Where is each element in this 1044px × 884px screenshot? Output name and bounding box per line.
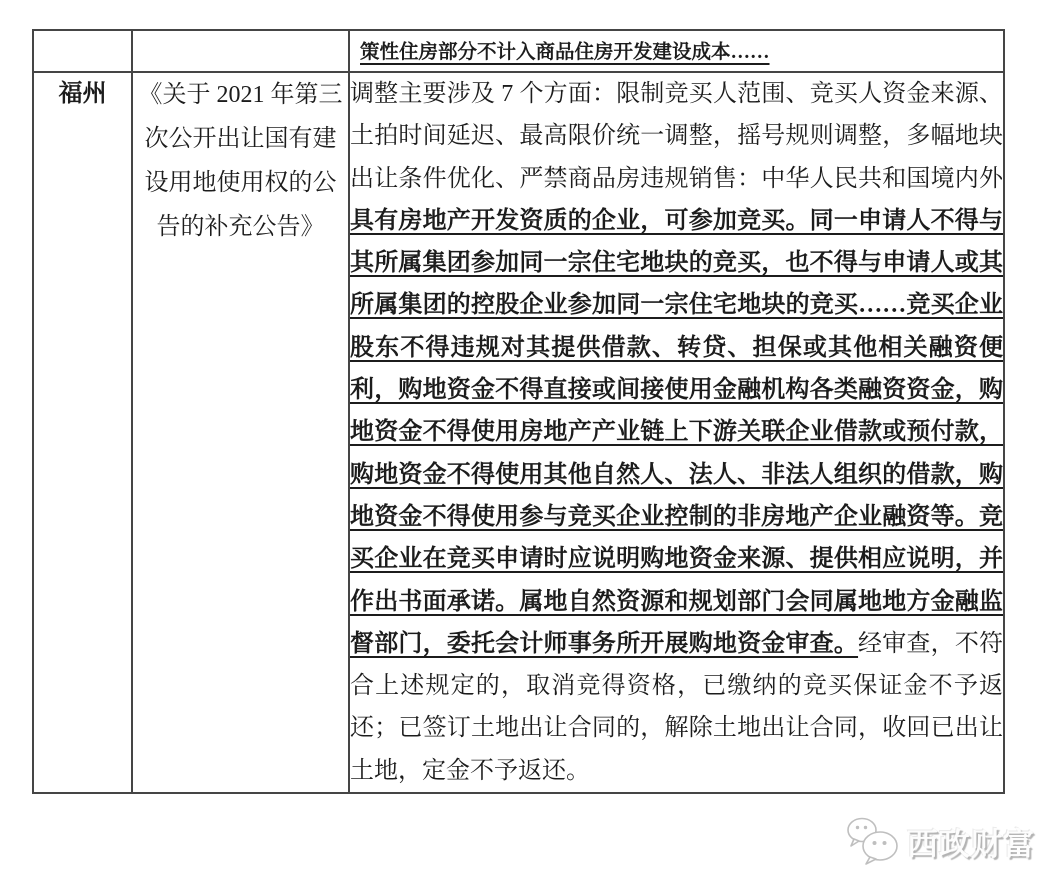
city-cell-empty [33,30,132,72]
doc-title-cell-empty [132,30,349,72]
doc-title-cell: 《关于 2021 年第三次公开出让国有建设用地使用权的公告的补充公告》 [132,72,349,793]
policy-content-cell-continuation [349,30,1004,72]
policy-text-emphasis: 策性住房部分不计入商品住房开发建设成本…… [360,42,770,63]
policy-text-normal: 调整主要涉及 7 个方面：限制竞买人范围、竞买人资金来源、土拍时间延迟、最高限价统一调整，摇号规则调整，多幅地块出让条件优化、严禁商品房违规销售：中华人民共和国境内外 [350,81,1003,192]
policy-text-emphasis: 具有房地产开发资质的企业，可参加竞买。同一申请人不得与其所属集团参加同一宗住宅地块的竞买，也不得与申请人或其所属集团的控股企业参加同一宗住宅地块的竞买……竞买企业股东不得违规对其提供借款、转贷、担保或其他相关融资便利，购地资金不得直接或间接使用金融机构各类融资资金，购地资金不得使用房地产产业链上下游关联企业借款或预付款，购地资金不得使用其他自然人、法人、非法人组织的借款，购地资金不得使用参与竞买企业控制的非房地产企业融资等。竞买企业在竞买申请时应说明购地资金来源、提供相应说明，并作出书面承诺。属地自然资源和规划部门会同属地地方金融监督部门，委托会计师事务所开展购地资金审查。 [350,207,1003,657]
table-row-fuzhou [33,72,1004,793]
city-cell: 福州 [33,72,132,793]
table-row-continuation [33,30,1004,72]
wechat-icon [845,816,901,866]
policy-content-cell [349,72,1004,793]
watermark-label: 西政财富 [907,826,1035,862]
land-policy-table [32,29,1005,794]
watermark [845,816,1035,866]
policy-text-normal: 经审查，不符合上述规定的，取消竞得资格，已缴纳的竞买保证金不予返还；已签订土地出让合同的，解除土地出让合同，收回已出让土地，定金不予返还。 [350,630,1004,784]
